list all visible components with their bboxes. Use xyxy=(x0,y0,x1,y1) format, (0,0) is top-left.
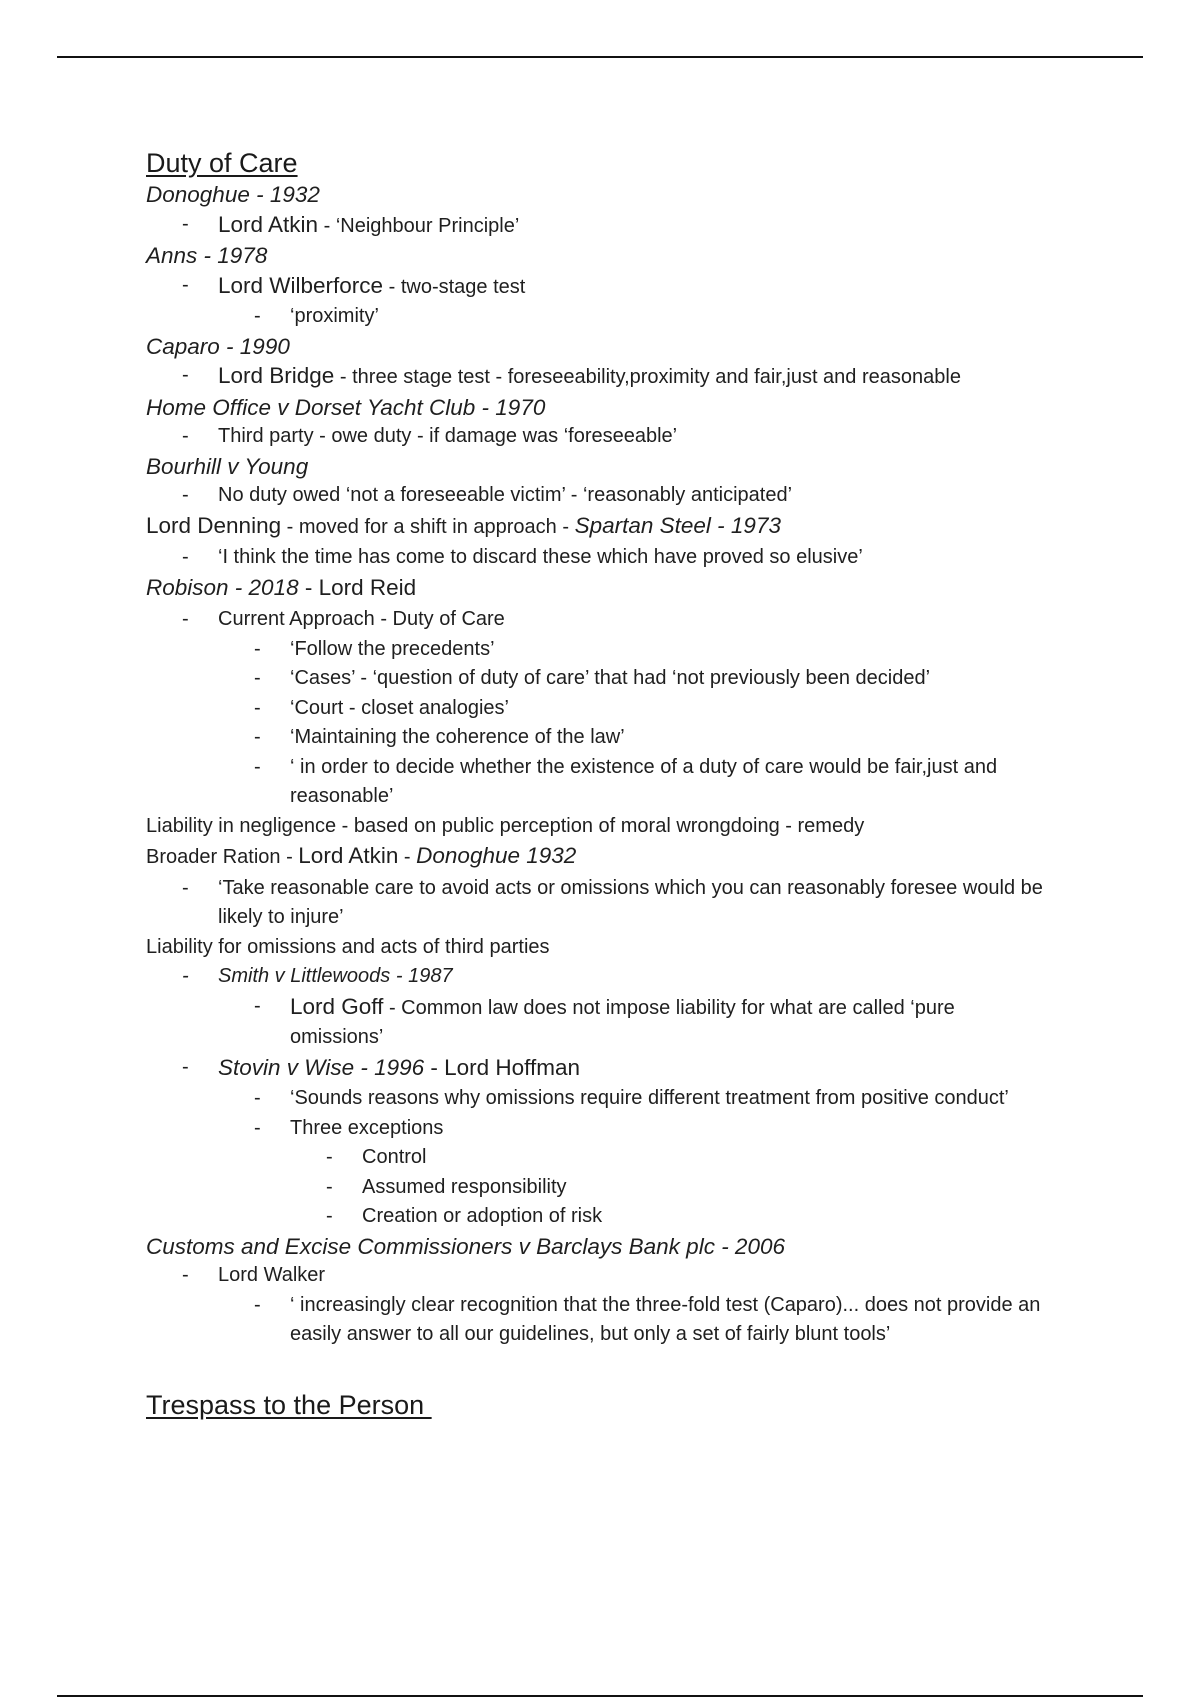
list-item: - ‘ in order to decide whether the existence of a duty of care would be fair,just and reasonable’ xyxy=(146,753,1045,812)
judge-name: Lord Goff xyxy=(290,993,384,1019)
case-title-donoghue-ref: Donoghue 1932 xyxy=(416,843,577,868)
list-item xyxy=(146,1053,1106,1085)
list-item xyxy=(146,992,1050,1053)
list-item: - ‘Follow the precedents’ xyxy=(146,635,1106,665)
list-item: - ‘Take reasonable care to avoid acts or omissions which you can reasonably foresee would be likely to injure’ xyxy=(146,874,1048,933)
liability-negligence-line: Liability in negligence - based on public perception of moral wrongdoing - remedy xyxy=(146,814,865,837)
list-item: - ‘Sounds reasons why omissions require different treatment from positive conduct’ xyxy=(146,1084,1106,1114)
bottom-rule xyxy=(57,1695,1143,1697)
note-text: - three stage test - foreseeability,proximity and fair,just and reasonable xyxy=(334,366,961,388)
list-item: - Third party - owe duty - if damage was ‘foreseeable’ xyxy=(146,422,1106,452)
list-item: - Lord Walker xyxy=(146,1261,1106,1291)
list-item: - Three exceptions xyxy=(146,1114,1106,1144)
judge-name: - Lord Hoffman xyxy=(424,1054,581,1080)
case-title-donoghue: Donoghue - 1932 xyxy=(146,182,320,207)
list-item: - Control xyxy=(146,1143,1106,1173)
list-item xyxy=(146,271,1106,303)
case-title-bourhill: Bourhill v Young xyxy=(146,453,309,479)
note-text: - two-stage test xyxy=(383,275,526,298)
list-item: - ‘Court - closet analogies’ xyxy=(146,694,1106,724)
case-title-stovin: Stovin v Wise - 1996 xyxy=(218,1054,425,1080)
list-item: - ‘Cases’ - ‘question of duty of care’ that had ‘not previously been decided’ xyxy=(146,664,1106,694)
list-item: - ‘proximity’ xyxy=(146,302,1106,332)
section-heading-trespass: Trespass to the Person xyxy=(146,1389,432,1420)
omissions-heading: Liability for omissions and acts of third parties xyxy=(146,935,550,958)
list-item: - No duty owed ‘not a foreseeable victim’ - ‘reasonably anticipated’ xyxy=(146,481,1106,511)
case-title-robison: Robison - 2018 xyxy=(146,574,299,600)
list-item: - ‘ increasingly clear recognition that the three-fold test (Caparo)... does not provide an easily answer to all our guidelines, but only a set of fairly blunt tools’ xyxy=(146,1291,1045,1350)
denning-line xyxy=(146,511,1106,544)
label-text: Broader Ration - xyxy=(146,846,299,868)
case-title-anns: Anns - 1978 xyxy=(146,243,268,268)
broader-ration-line xyxy=(146,841,1106,874)
note-text: - moved for a shift in approach - xyxy=(281,515,575,538)
judge-name: Lord Denning xyxy=(146,512,282,538)
case-title-spartan-steel: Spartan Steel - 1973 xyxy=(574,512,781,538)
section-heading-duty-of-care: Duty of Care xyxy=(146,148,298,178)
robison-line xyxy=(146,573,1106,606)
list-item: - ‘I think the time has come to discard these which have proved so elusive’ xyxy=(146,543,1106,573)
separator-text: - xyxy=(398,846,417,868)
note-text: - ‘Neighbour Principle’ xyxy=(318,214,520,237)
list-item xyxy=(146,361,1106,393)
list-item: - Creation or adoption of risk xyxy=(146,1202,1106,1232)
case-title-customs: Customs and Excise Commissioners v Barclays Bank plc - 2006 xyxy=(146,1233,785,1259)
list-item: - Assumed responsibility xyxy=(146,1173,1106,1203)
judge-name: Lord Bridge xyxy=(218,363,335,388)
top-rule xyxy=(57,56,1143,58)
list-item: - Current Approach - Duty of Care xyxy=(146,605,1106,635)
judge-name: Lord Wilberforce xyxy=(218,272,384,298)
case-title-home-office: Home Office v Dorset Yacht Club - 1970 xyxy=(146,394,546,420)
case-title-caparo: Caparo - 1990 xyxy=(146,333,290,359)
judge-name: - Lord Reid xyxy=(298,574,417,600)
case-title-smith: - Smith v Littlewoods - 1987 xyxy=(146,962,1106,992)
document-body xyxy=(146,146,1106,1422)
judge-name: Lord Atkin xyxy=(298,843,399,868)
judge-name: Lord Atkin xyxy=(218,211,319,237)
list-item xyxy=(146,210,1106,242)
list-item: - ‘Maintaining the coherence of the law’ xyxy=(146,723,1106,753)
note-text: - Common law does not impose liability for what are called ‘pure omissions’ xyxy=(290,996,955,1048)
